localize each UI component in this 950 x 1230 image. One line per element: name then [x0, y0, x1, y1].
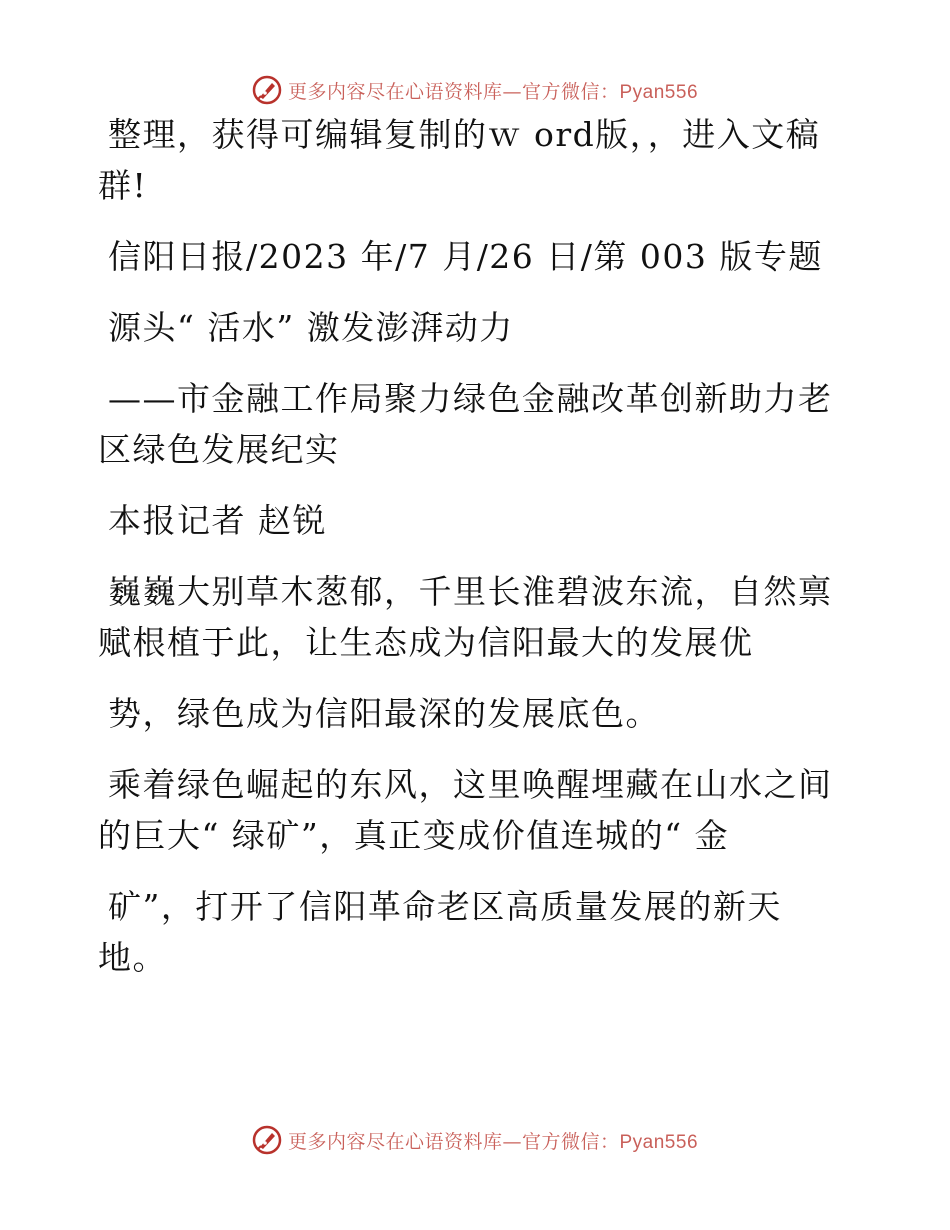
text-line: 巍巍大别草木葱郁，千里长淮碧波东流，自然禀 [108, 572, 833, 611]
text-line: 区绿色发展纪实 [98, 430, 340, 469]
text-line: 的巨大“ 绿矿”，真正变成价值连城的“ 金 [98, 816, 730, 855]
text-line: 群! [98, 166, 148, 205]
banner-content [252, 1125, 698, 1155]
article-subtitle [98, 379, 838, 469]
text-line: 矿”，打开了信阳革命老区高质量发展的新天 [108, 887, 782, 926]
banner-dash: — [502, 1130, 522, 1153]
banner-site-name: 更多内容尽在心语资料库 [287, 80, 503, 103]
pen-nib-logo-icon [252, 1125, 282, 1155]
text-line: ——市金融工作局聚力绿色金融改革创新助力老 [108, 379, 833, 418]
footer-banner [0, 1120, 950, 1160]
banner-wechat-id: Pyan556 [619, 1131, 699, 1153]
banner-text [288, 77, 698, 104]
article-byline [98, 501, 838, 540]
text-line: 地。 [98, 938, 167, 977]
header-banner [0, 70, 950, 110]
banner-content [252, 75, 698, 105]
paragraph-body [98, 694, 838, 733]
paragraph-source [98, 237, 838, 276]
text-line: 源头“ 活水” 激发澎湃动力 [108, 308, 514, 347]
paragraph-body [98, 572, 838, 662]
banner-official-label: 官方微信： [521, 1130, 620, 1153]
text-line: 乘着绿色崛起的东风，这里唤醒埋藏在山水之间 [108, 765, 833, 804]
pen-nib-logo-icon [252, 75, 282, 105]
paragraph-body [98, 887, 838, 977]
article-title [98, 308, 838, 347]
text-line: 赋根植于此，让生态成为信阳最大的发展优 [98, 623, 754, 662]
banner-official-label: 官方微信： [521, 80, 620, 103]
banner-text [288, 1127, 698, 1154]
text-line: 势，绿色成为信阳最深的发展底色。 [108, 694, 660, 733]
text-line: 整理，获得可编辑复制的ｗ ord版，，进入文稿 [108, 115, 821, 154]
banner-wechat-id: Pyan556 [619, 81, 699, 103]
paragraph-intro [98, 115, 838, 205]
paragraph-body [98, 765, 838, 855]
banner-site-name: 更多内容尽在心语资料库 [287, 1130, 503, 1153]
text-line: 本报记者 赵锐 [108, 501, 327, 540]
article-body [98, 115, 838, 977]
text-line: 信阳日报/2023 年/7 月/26 日/第 003 版专题 [108, 237, 823, 276]
banner-dash: — [502, 80, 522, 103]
